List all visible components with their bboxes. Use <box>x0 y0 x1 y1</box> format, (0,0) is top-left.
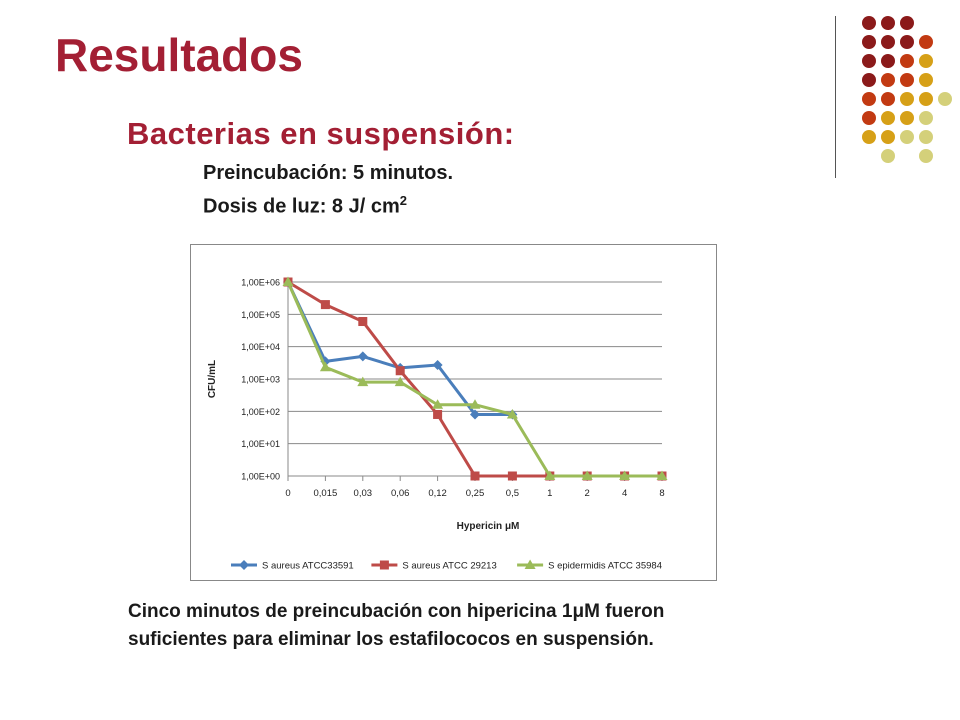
conclusion-line-1: Cinco minutos de preincubación con hipericina 1μM fueron <box>128 601 665 622</box>
y-axis-label: CFU/mL <box>207 359 218 399</box>
x-tick-label: 2 <box>584 488 590 499</box>
slide-title: Resultados <box>55 29 303 81</box>
decor-dot <box>862 35 876 49</box>
decor-dot <box>919 35 933 49</box>
x-tick-label: 0 <box>285 488 291 499</box>
decor-dot <box>881 92 895 106</box>
preincubation-text: Preincubación: 5 minutos. <box>203 162 454 184</box>
square-marker <box>396 366 405 375</box>
decor-dot <box>900 35 914 49</box>
y-tick-label: 1,00E+00 <box>241 471 280 482</box>
decor-dot <box>900 92 914 106</box>
y-tick-label: 1,00E+05 <box>241 309 280 320</box>
x-axis-label: Hypericin μM <box>456 521 520 532</box>
legend-item <box>371 561 496 572</box>
decor-divider-line <box>835 16 836 178</box>
x-tick-label: 0,015 <box>313 488 338 499</box>
legend-label: S aureus ATCC33591 <box>262 560 354 572</box>
chart-gridlines <box>288 282 662 476</box>
cfu-line-chart <box>191 245 716 580</box>
chart-container <box>190 244 717 581</box>
x-tick-label: 0,5 <box>505 488 520 499</box>
x-tick-label: 0,06 <box>390 488 410 499</box>
chart-legend <box>231 560 662 572</box>
square-marker <box>471 472 480 481</box>
decor-dot <box>881 54 895 68</box>
y-tick-label: 1,00E+04 <box>241 342 280 353</box>
decor-dot <box>900 73 914 87</box>
legend-label: S epidermidis ATCC 35984 <box>548 560 662 572</box>
decor-dot <box>862 111 876 125</box>
decor-dot <box>900 130 914 144</box>
decor-dot <box>862 73 876 87</box>
legend-item <box>231 560 354 572</box>
x-tick-label: 8 <box>659 488 665 499</box>
legend-item <box>517 560 662 572</box>
conclusion-text <box>128 598 828 654</box>
decor-dot <box>919 73 933 87</box>
decor-dot <box>919 54 933 68</box>
decor-dot <box>938 92 952 106</box>
decor-dot <box>862 92 876 106</box>
chart-axes <box>241 278 664 500</box>
decor-dot <box>919 111 933 125</box>
dose-text <box>203 193 407 219</box>
decor-dot <box>900 54 914 68</box>
dose-superscript: 2 <box>399 193 407 208</box>
decor-dot <box>919 130 933 144</box>
square-marker <box>433 410 442 419</box>
square-marker <box>321 300 330 309</box>
decor-dot <box>900 111 914 125</box>
legend-label: S aureus ATCC 29213 <box>402 560 497 572</box>
decor-dot <box>862 16 876 30</box>
x-tick-label: 0,25 <box>465 488 485 499</box>
decor-dot <box>881 130 895 144</box>
decor-dot <box>862 54 876 68</box>
conclusion-line-2: suficientes para eliminar los estafilococos en suspensión. <box>128 629 654 650</box>
x-tick-label: 4 <box>621 488 628 499</box>
decor-dot <box>881 149 895 163</box>
x-tick-label: 0,03 <box>353 488 373 499</box>
decor-dot <box>919 92 933 106</box>
series-3 <box>283 277 668 481</box>
decor-dot <box>881 111 895 125</box>
square-marker <box>358 317 367 326</box>
slide-subtitle: Bacterias en suspensión: <box>127 116 515 151</box>
decor-dot <box>862 130 876 144</box>
decor-dot <box>881 16 895 30</box>
x-tick-label: 0,12 <box>428 488 447 499</box>
diamond-marker <box>358 351 368 361</box>
y-tick-label: 1,00E+01 <box>241 439 280 450</box>
square-marker <box>380 561 389 570</box>
decor-dot <box>900 16 914 30</box>
square-marker <box>508 472 517 481</box>
x-tick-label: 1 <box>547 488 553 499</box>
decor-dot <box>919 149 933 163</box>
decor-dot <box>881 35 895 49</box>
y-tick-label: 1,00E+03 <box>241 374 280 385</box>
decor-dot <box>881 73 895 87</box>
diamond-marker <box>239 560 249 570</box>
dose-label: Dosis de luz: 8 J/ cm <box>203 195 400 218</box>
y-tick-label: 1,00E+02 <box>241 406 280 417</box>
y-tick-label: 1,00E+06 <box>241 277 280 288</box>
triangle-marker <box>320 362 331 372</box>
